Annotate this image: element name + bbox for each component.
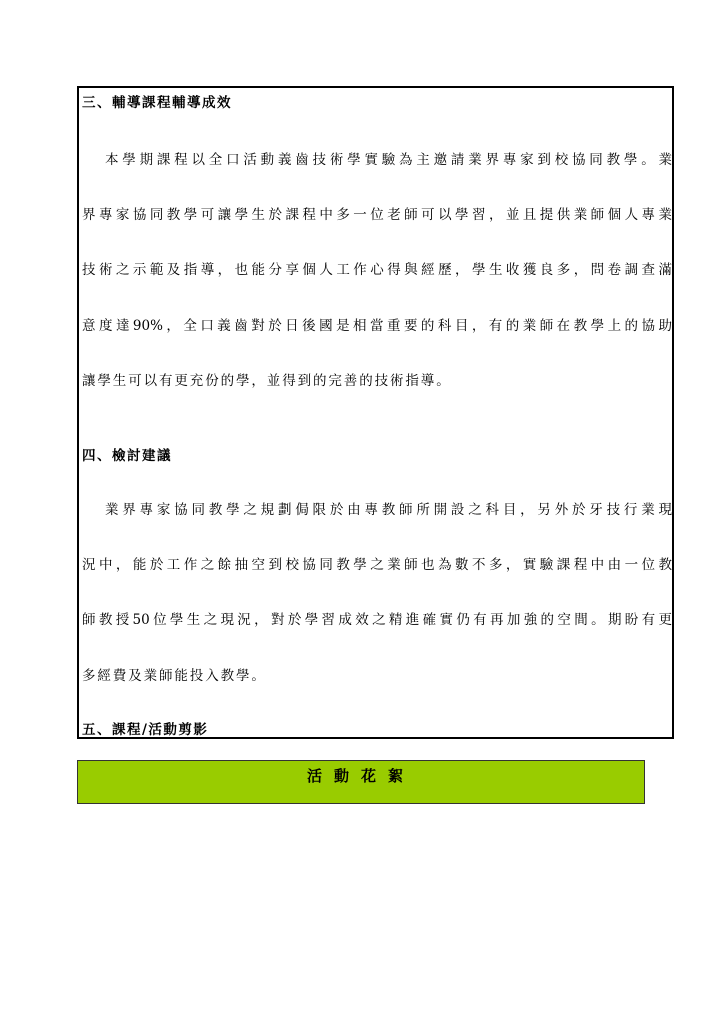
report-section-box: [77, 86, 674, 739]
section-3-line: 技術之示範及指導，也能分享個人工作心得與經歷，學生收獲良多，問卷調查滿: [82, 262, 672, 278]
section-4-line: 師教授50位學生之現況，對於學習成效之精進確實仍有再加強的空間。期盼有更: [82, 612, 672, 628]
section-4-line: 業界專家協同教學之規劃侷限於由專教師所開設之科目，另外於牙技行業現: [105, 502, 672, 518]
section-3-line: 本學期課程以全口活動義齒技術學實驗為主邀請業界專家到校協同教學。業: [105, 152, 672, 168]
section-3-heading: 三、輔導課程輔導成效: [82, 95, 232, 111]
section-4-heading: 四、檢討建議: [82, 448, 172, 464]
section-3-line: 界專家協同教學可讓學生於課程中多一位老師可以學習，並且提供業師個人專業: [82, 207, 672, 223]
gallery-title: 活動花絮: [306, 767, 415, 785]
section-5-heading: 五、課程/活動剪影: [82, 722, 209, 738]
section-4-line: 況中，能於工作之餘抽空到校協同教學之業師也為數不多，實驗課程中由一位教: [82, 557, 672, 573]
gallery-title-bar: [77, 760, 645, 804]
section-4-line: 多經費及業師能投入教學。: [82, 668, 267, 684]
section-3-line: 讓學生可以有更充份的學，並得到的完善的技術指導。: [82, 373, 452, 389]
section-3-line: 意度達90%，全口義齒對於日後國是相當重要的科目，有的業師在教學上的協助: [82, 318, 672, 334]
